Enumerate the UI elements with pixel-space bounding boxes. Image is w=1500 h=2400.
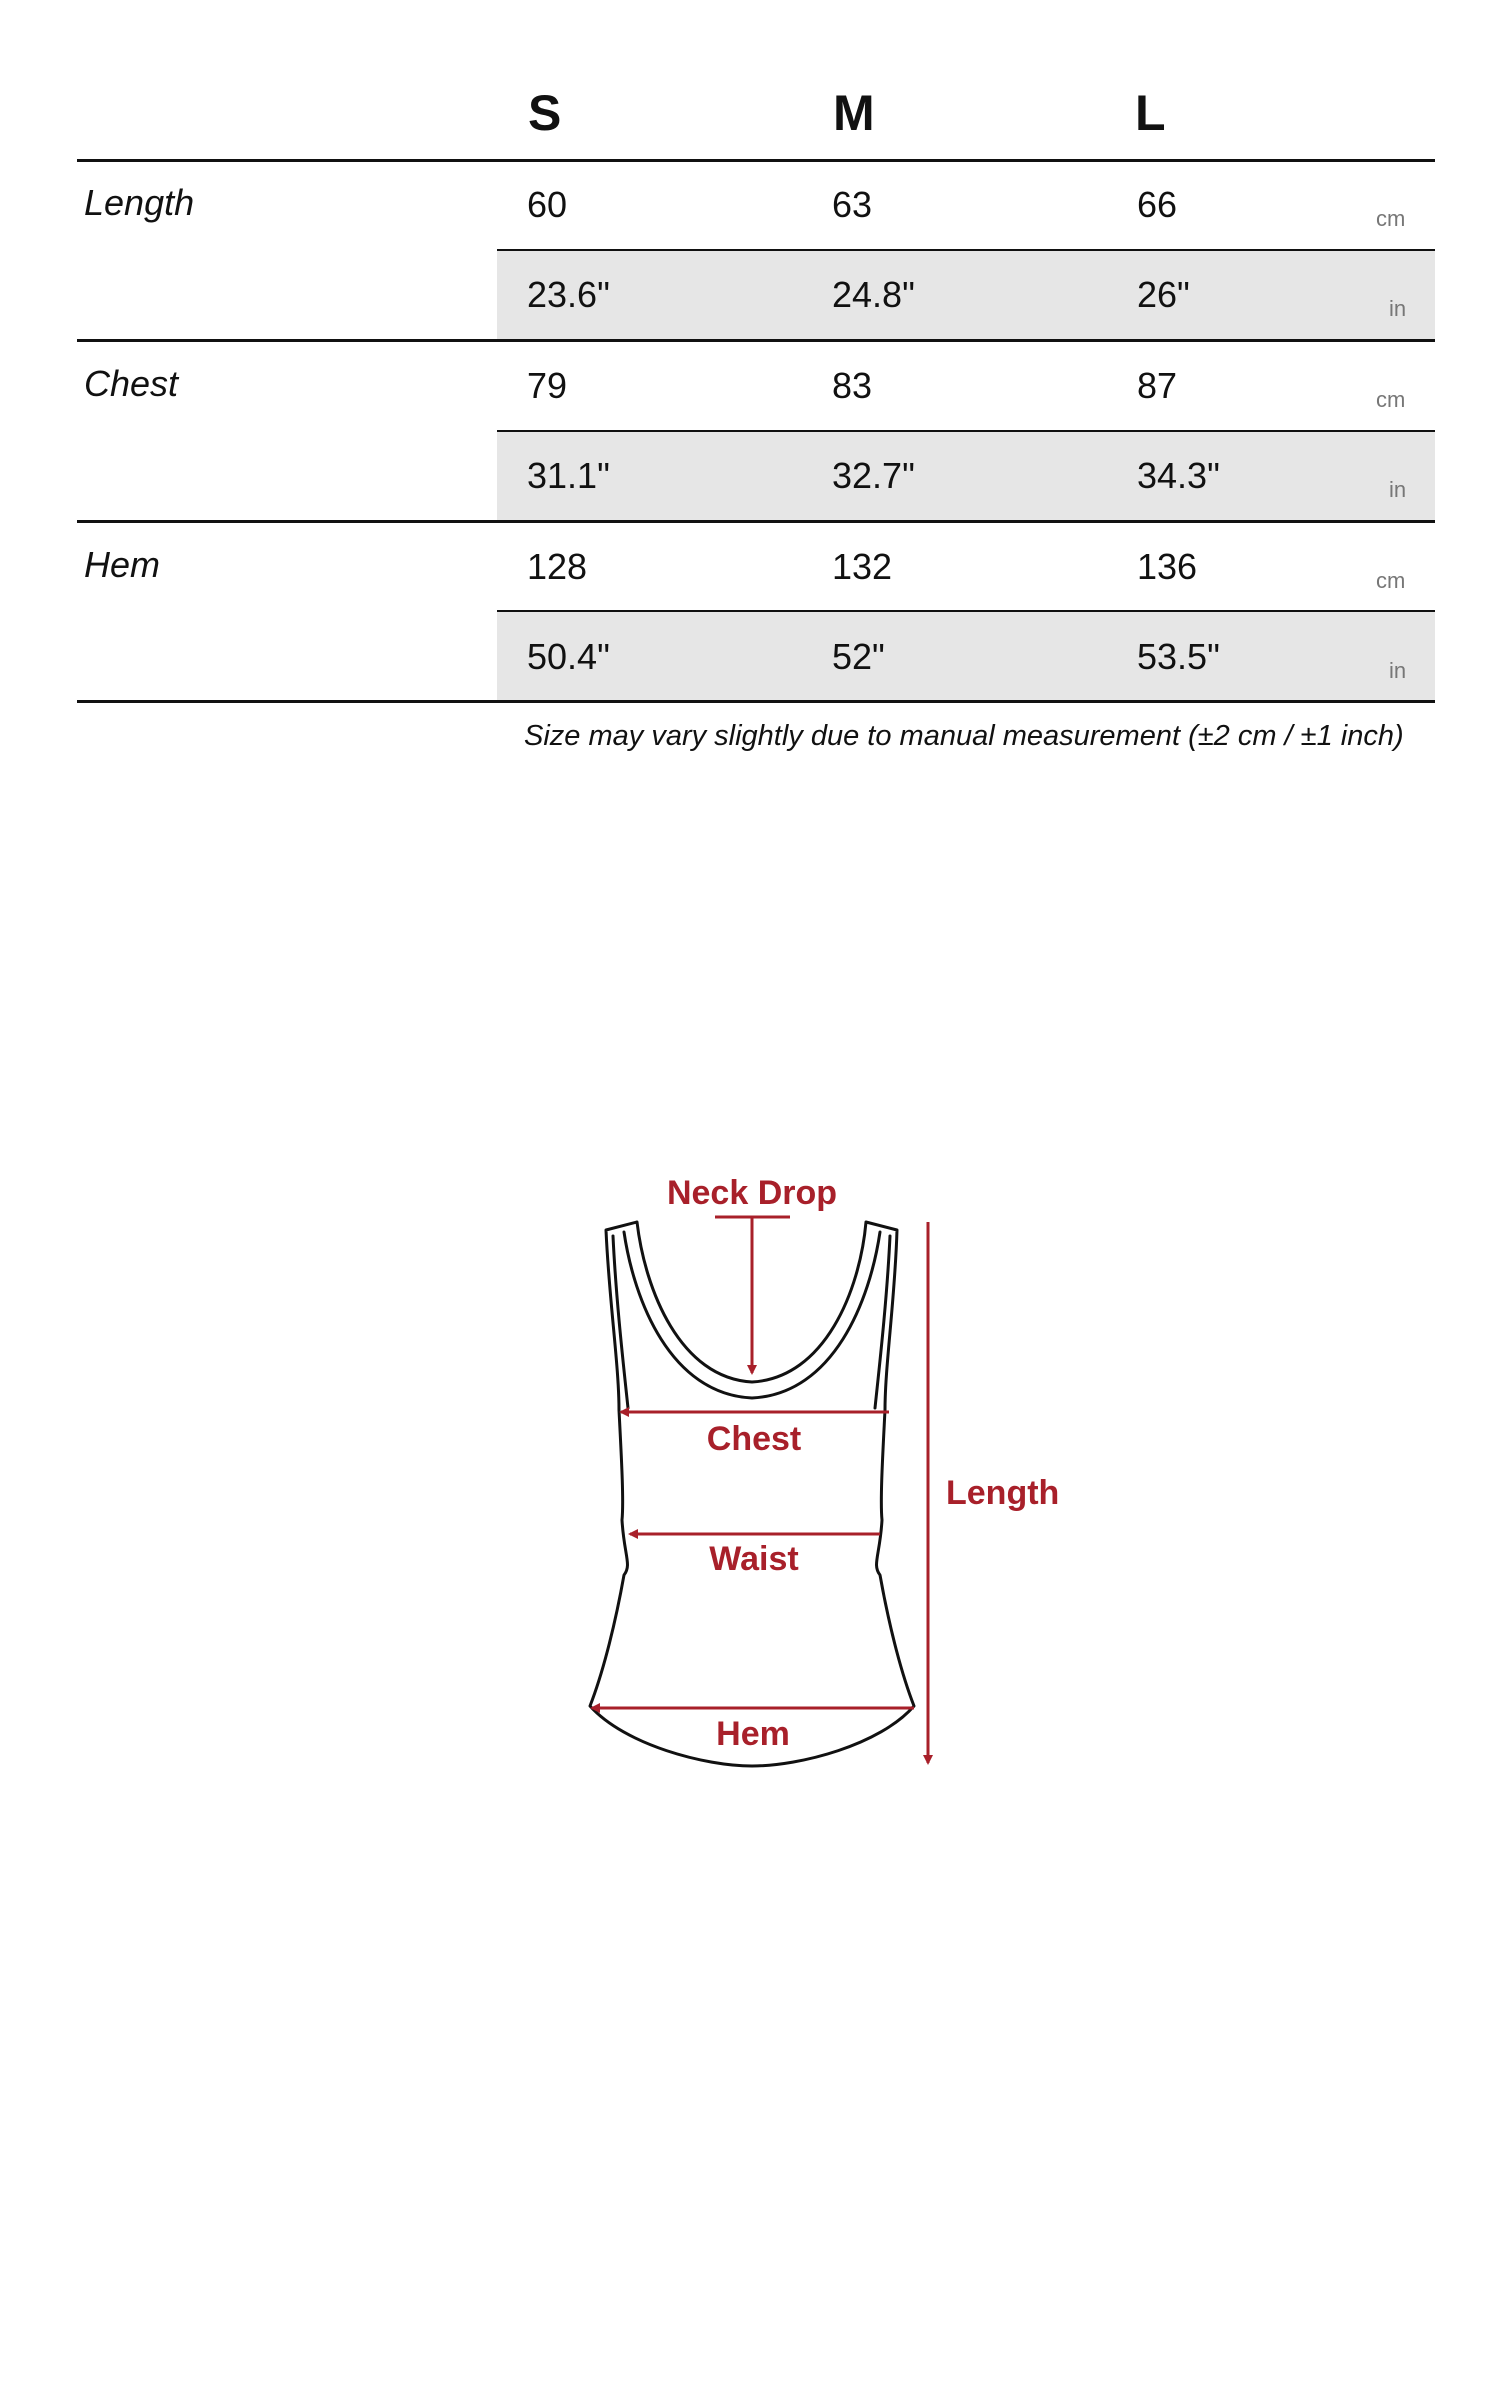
cell-chest-s-cm: 79 (527, 365, 568, 406)
cell-hem-s-in: 50.4" (527, 636, 610, 677)
size-header-s: S (528, 85, 562, 141)
tank-top-diagram (0, 1150, 1500, 1800)
row-label-hem: Hem (84, 544, 161, 585)
size-header-l: L (1135, 85, 1166, 141)
cell-hem-m-in: 52" (832, 636, 885, 677)
cell-hem-m-cm: 132 (832, 546, 893, 587)
table-rule (77, 700, 1435, 703)
unit-cm: cm (1376, 387, 1406, 412)
row-shade (497, 251, 1435, 339)
unit-in: in (1389, 658, 1407, 683)
table-rule (77, 159, 1435, 162)
measurement-note: Size may vary slightly due to manual measurement (±2 cm / ±1 inch) (524, 720, 1404, 752)
cell-length-l-in: 26" (1137, 274, 1190, 315)
table-subrule (497, 430, 1435, 432)
cell-chest-l-in: 34.3" (1137, 455, 1220, 496)
cell-length-s-cm: 60 (527, 184, 568, 225)
row-label-chest: Chest (84, 363, 179, 404)
cell-chest-m-cm: 83 (832, 365, 873, 406)
unit-cm: cm (1376, 206, 1406, 231)
cell-chest-l-cm: 87 (1137, 365, 1178, 406)
cell-hem-l-in: 53.5" (1137, 636, 1220, 677)
row-shade (497, 612, 1435, 700)
cell-length-s-in: 23.6" (527, 274, 610, 315)
cell-length-m-cm: 63 (832, 184, 873, 225)
cell-length-l-cm: 66 (1137, 184, 1178, 225)
hem-label: Hem (716, 1715, 790, 1753)
length-label: Length (946, 1474, 1060, 1512)
row-label-length: Length (84, 182, 195, 223)
unit-in: in (1389, 477, 1407, 502)
neck-drop-label: Neck Drop (666, 1174, 838, 1212)
table-rule (77, 339, 1435, 342)
row-shade (497, 432, 1435, 520)
cell-length-m-in: 24.8" (832, 274, 915, 315)
table-subrule (497, 249, 1435, 251)
table-rule (77, 520, 1435, 523)
cell-hem-s-cm: 128 (527, 546, 588, 587)
cell-chest-m-in: 32.7" (832, 455, 915, 496)
unit-cm: cm (1376, 568, 1406, 593)
unit-in: in (1389, 296, 1407, 321)
chest-label: Chest (706, 1420, 802, 1458)
table-subrule (497, 610, 1435, 612)
cell-chest-s-in: 31.1" (527, 455, 610, 496)
cell-hem-l-cm: 136 (1137, 546, 1198, 587)
size-header-m: M (833, 85, 875, 141)
waist-label: Waist (709, 1540, 799, 1578)
